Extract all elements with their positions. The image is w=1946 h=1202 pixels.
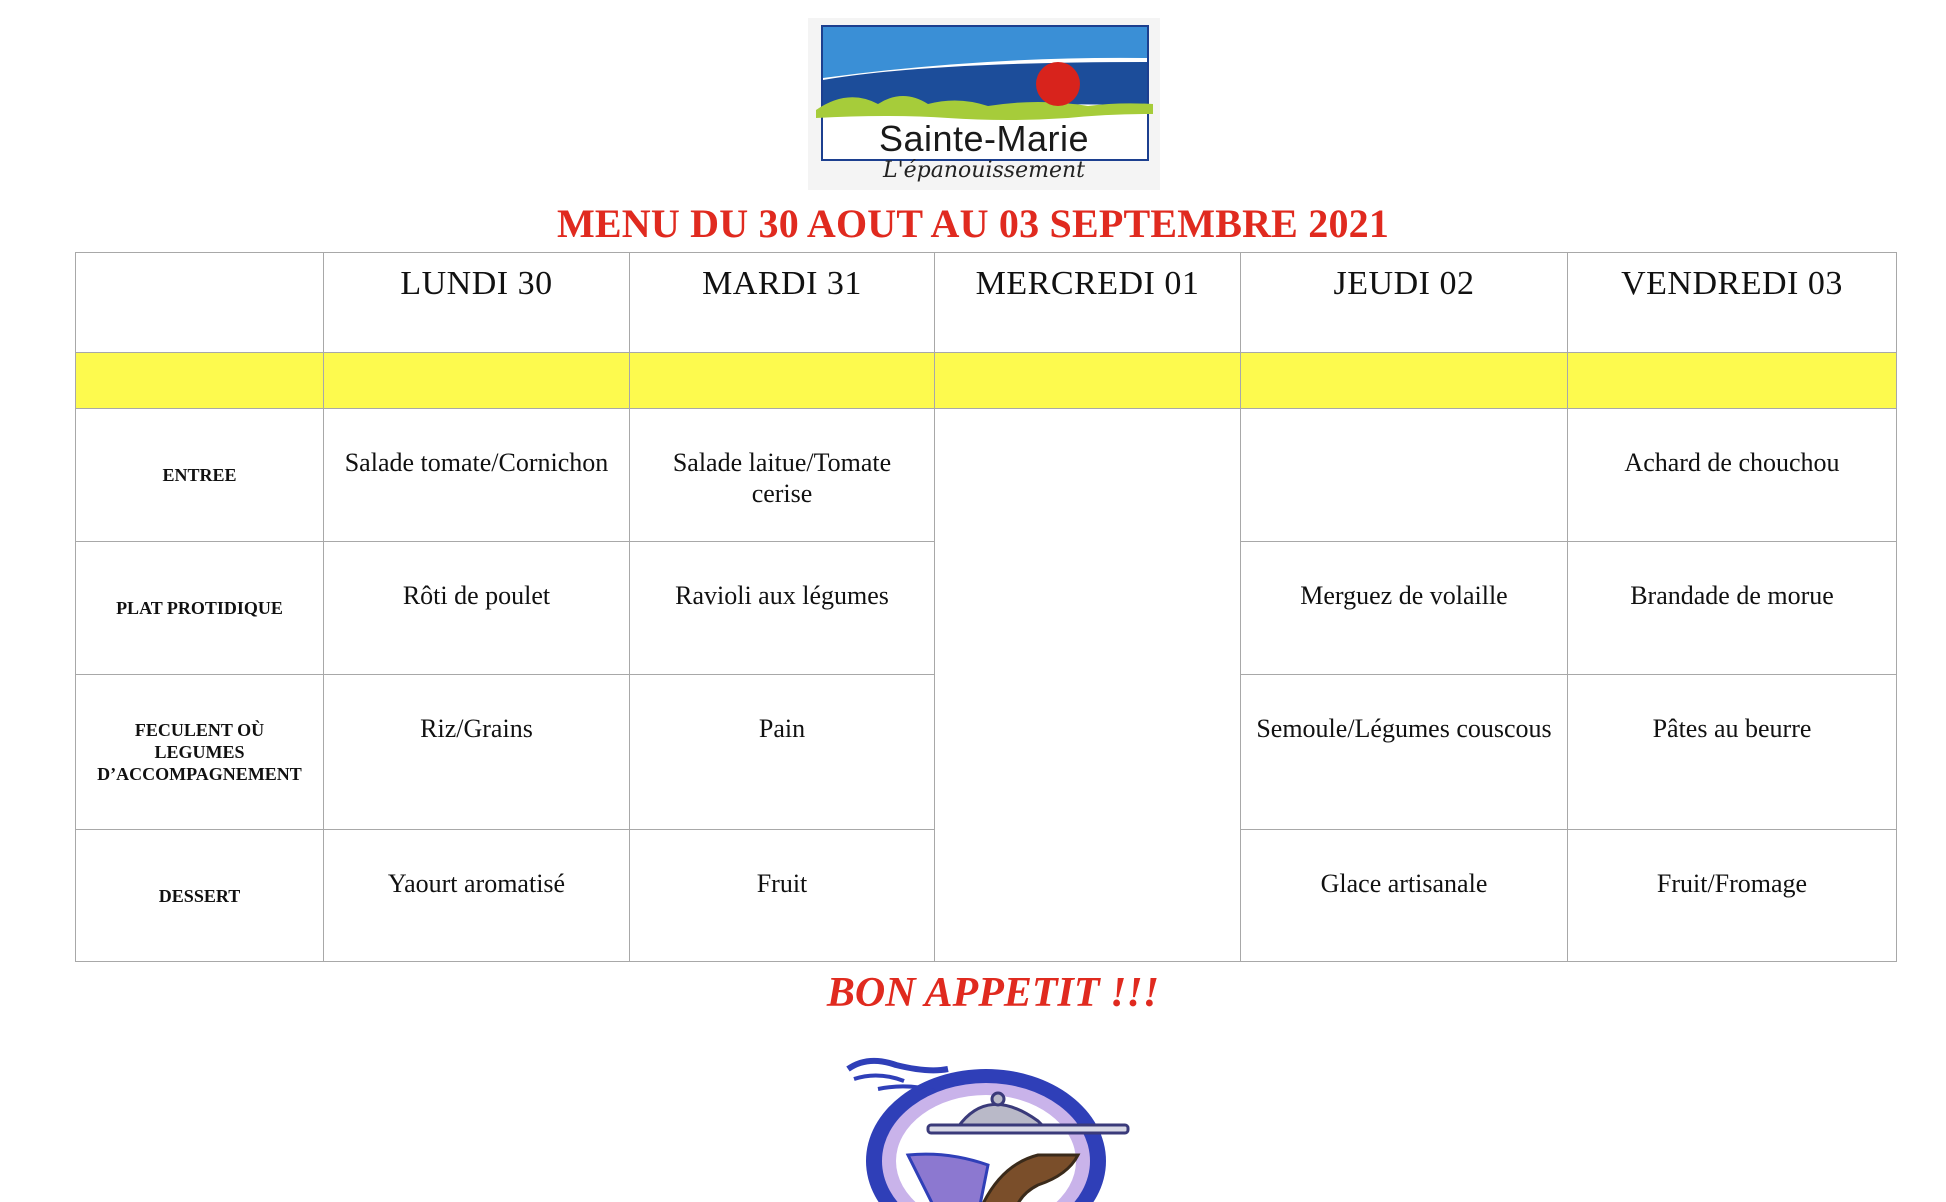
dish-vendredi-plat: Brandade de morue [1568,542,1897,675]
day-header-row [76,253,1897,353]
dish-jeudi-entree [1241,409,1568,542]
corner-cell [76,253,324,353]
sainte-marie-logo [808,18,1160,190]
day-header-vendredi: VENDREDI 03 [1568,253,1897,353]
mercredi-empty-cell [935,409,1241,962]
row-label-feculent: FECULENT OÙ LEGUMES D’ACCOMPAGNEMENT [76,675,324,830]
highlight-cell [935,353,1241,409]
highlight-cell [630,353,935,409]
dish-jeudi-plat: Merguez de volaille [1241,542,1568,675]
bon-appetit-text: BON APPETIT !!! [826,970,1160,1016]
dish-mardi-entree: Salade laitue/Tomate cerise [630,409,935,542]
row-label-plat: PLAT PROTIDIQUE [76,542,324,675]
highlight-cell [76,353,324,409]
highlight-cell [1568,353,1897,409]
dish-vendredi-dessert: Fruit/Fromage [1568,830,1897,962]
dish-vendredi-feculent: Pâtes au beurre [1568,675,1897,830]
day-header-jeudi: JEUDI 02 [1241,253,1568,353]
menu-row-entree [76,409,1897,542]
dish-lundi-dessert: Yaourt aromatisé [324,830,630,962]
highlight-cell [324,353,630,409]
weekly-menu-table [75,252,1897,962]
dish-mardi-plat: Ravioli aux légumes [630,542,935,675]
day-header-mercredi: MERCREDI 01 [935,253,1241,353]
highlight-row [76,353,1897,409]
dish-lundi-entree: Salade tomate/Cornichon [324,409,630,542]
dish-lundi-feculent: Riz/Grains [324,675,630,830]
dish-vendredi-entree: Achard de chouchou [1568,409,1897,542]
dish-jeudi-feculent: Semoule/Légumes couscous [1241,675,1568,830]
dish-lundi-plat: Rôti de poulet [324,542,630,675]
dish-mardi-feculent: Pain [630,675,935,830]
waiter-cloche-illustration [838,1055,1138,1202]
dish-mardi-dessert: Fruit [630,830,935,962]
dish-jeudi-dessert: Glace artisanale [1241,830,1568,962]
highlight-cell [1241,353,1568,409]
menu-title: MENU DU 30 AOUT AU 03 SEPTEMBRE 2021 [556,201,1390,246]
logo-tagline: L'épanouissement [883,158,1085,183]
row-label-entree: ENTREE [76,409,324,542]
logo-name: Sainte-Marie [878,118,1090,159]
day-header-lundi: LUNDI 30 [324,253,630,353]
row-label-dessert: DESSERT [76,830,324,962]
day-header-mardi: MARDI 31 [630,253,935,353]
